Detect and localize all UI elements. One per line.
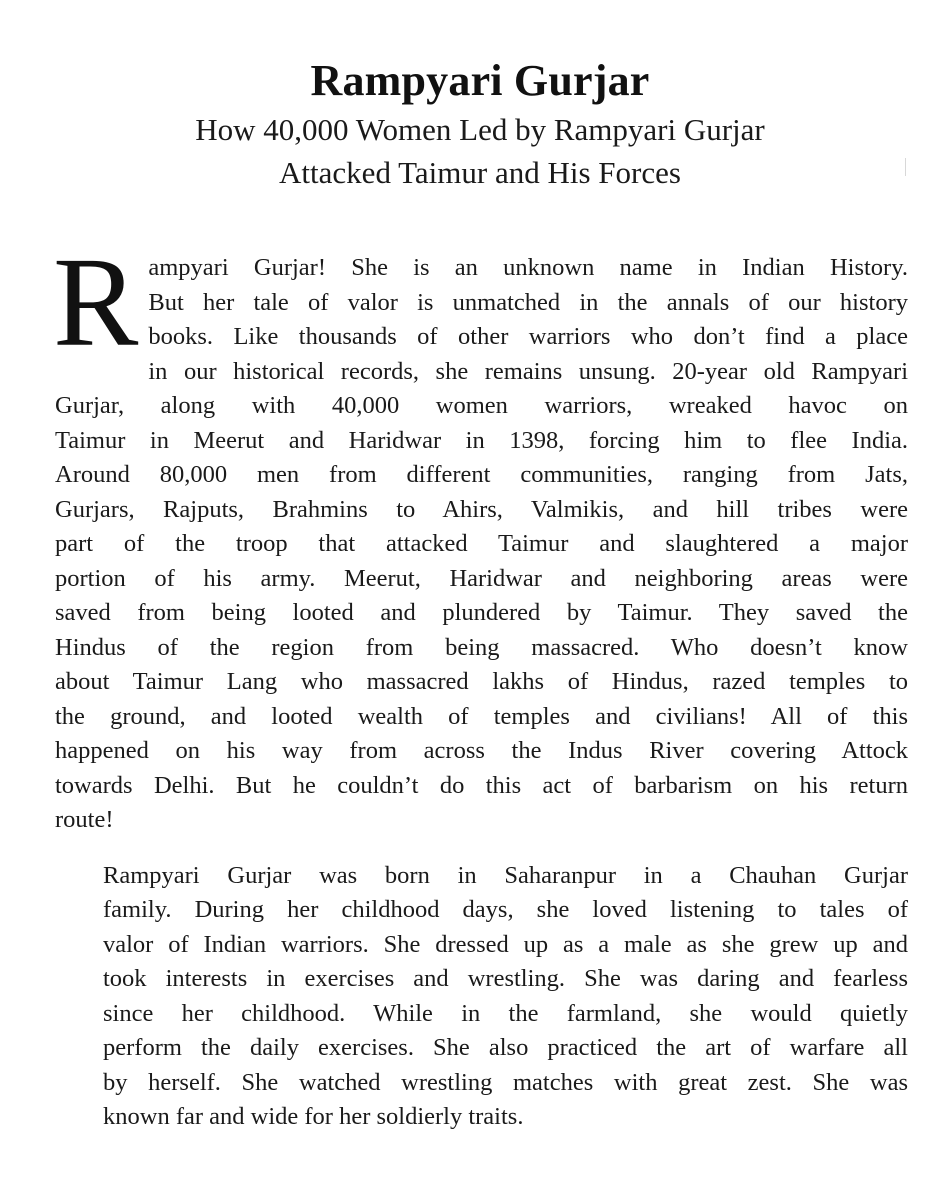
text-line: saved from being looted and plundered by Taimur. They saved the [55,599,908,626]
text-line: took interests in exercises and wrestling. She was daring and fearless [103,965,908,992]
text-line: family. During her childhood days, she loved listening to tales of [103,896,908,923]
text-line: the ground, and looted wealth of temples and civilians! All of this [55,702,908,730]
paragraph-2 [55,859,908,1135]
subtitle-line-1: How 40,000 Women Led by Rampyari Gurjar [195,112,765,147]
text-line: Rampyari Gurjar was born in Saharanpur in a Chauhan Gurjar [103,861,908,889]
text-line: Hindus of the region from being massacred. Who doesn’t know [55,633,908,661]
text-line: Taimur in Meerut and Haridwar in 1398, forcing him to flee India. [55,426,908,454]
text-line: happened on his way from across the Indus River covering Attock [55,737,908,764]
paragraph-1 [53,231,908,838]
text-line: perform the daily exercises. She also practiced the art of warfare all [103,1034,908,1061]
text-line: towards Delhi. But he couldn’t do this act of barbarism on his return [55,771,908,799]
text-line: by herself. She watched wrestling matches with great zest. She was [103,1068,908,1096]
text-line: in our historical records, she remains unsung. 20-year old Rampyari [148,357,908,385]
text-line: route! [55,806,114,833]
text-line: portion of his army. Meerut, Haridwar and neighboring areas were [55,564,908,592]
subtitle-line-2: Attacked Taimur and His Forces [279,155,681,190]
body-text [53,231,908,1135]
paper-mark [905,158,906,176]
page-title: Rampyari Gurjar [310,56,650,106]
text-line: about Taimur Lang who massacred lakhs of Hindus, razed temples to [55,668,908,695]
text-line: since her childhood. While in the farmland, she would quietly [103,999,908,1027]
text-line: Gurjars, Rajputs, Brahmins to Ahirs, Valmikis, and hill tribes were [55,495,908,523]
text-line: known far and wide for her soldierly traits. [103,1103,524,1130]
text-line: part of the troop that attacked Taimur and slaughtered a major [55,530,908,557]
text-line: Gurjar, along with 40,000 women warriors, wreaked havoc on [55,392,908,419]
page-subtitle [0,108,935,194]
text-line: But her tale of valor is unmatched in the annals of our history [148,288,908,316]
text-line: valor of Indian warriors. She dressed up as a male as she grew up and [103,930,908,958]
text-line: ampyari Gurjar! She is an unknown name in Indian History. [148,254,908,281]
drop-cap: R [53,231,139,373]
text-line: books. Like thousands of other warriors who don’t find a place [148,323,908,350]
text-line: Around 80,000 men from different communities, ranging from Jats, [55,461,908,488]
